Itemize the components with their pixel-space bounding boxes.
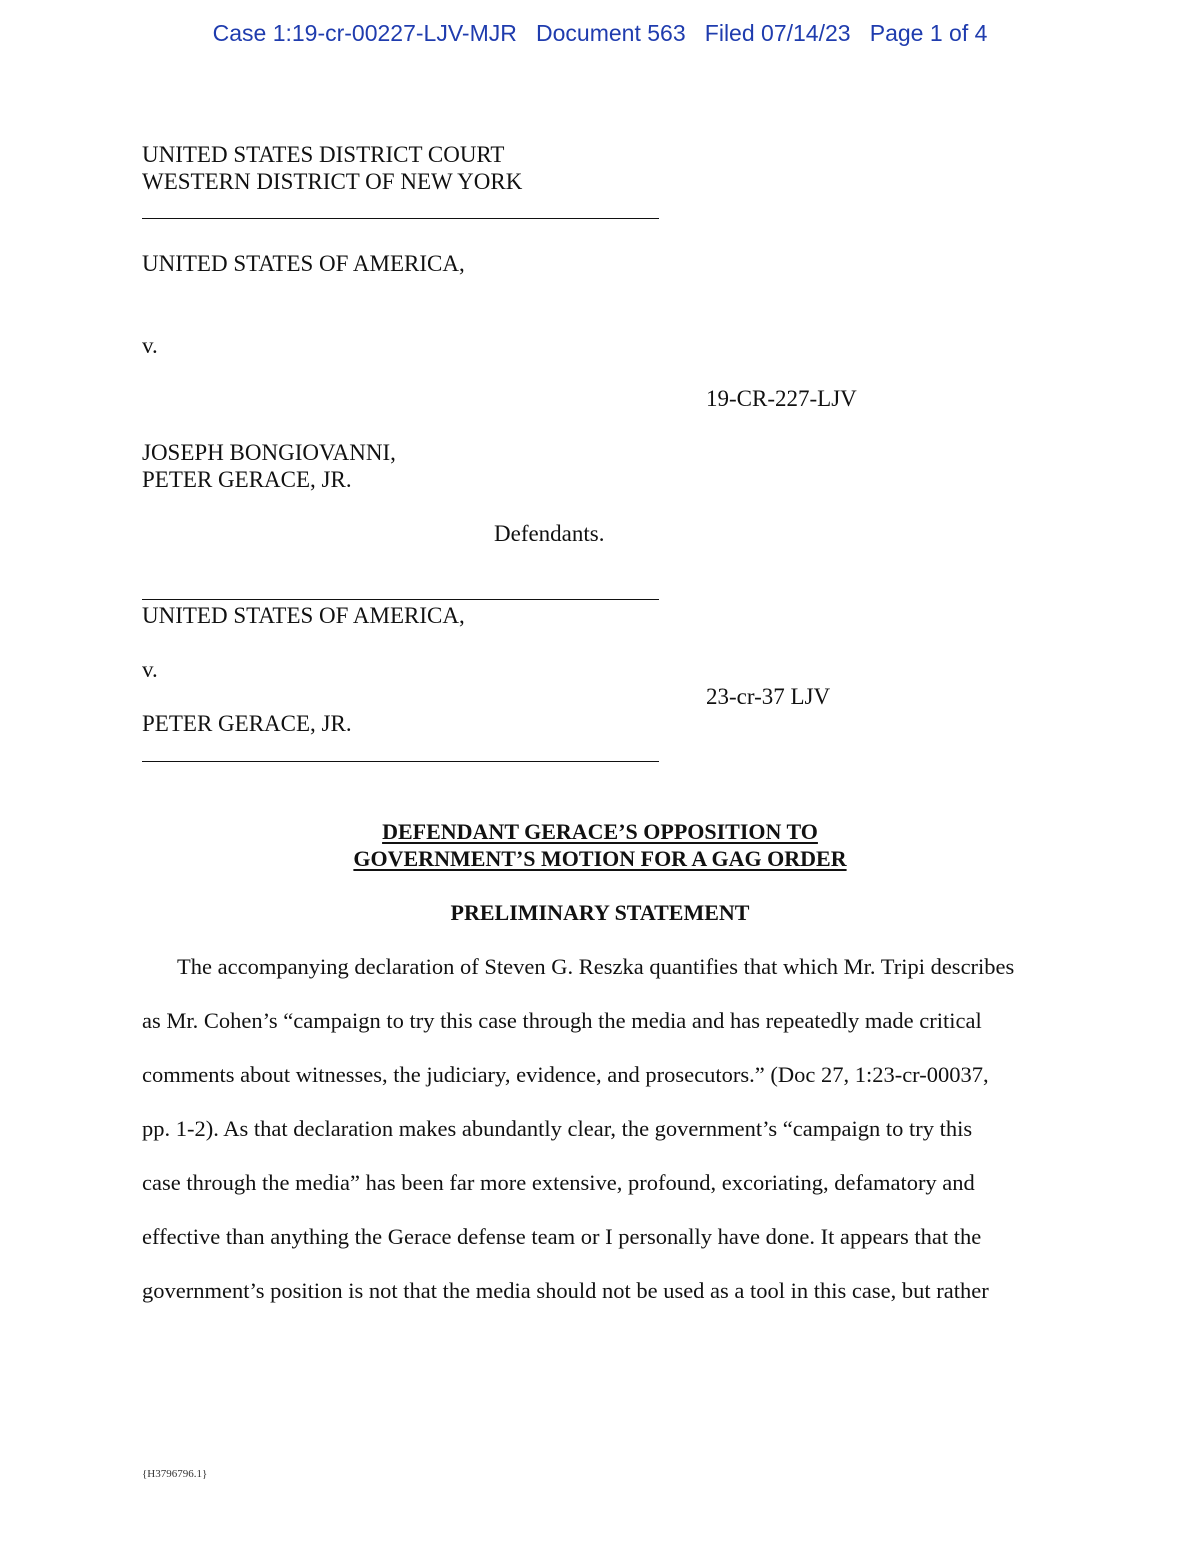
stamp-document-number: Document 563 [536, 20, 686, 46]
body-line: The accompanying declaration of Steven G. Reszka quantifies that which Mr. Tripi describes [177, 954, 1015, 979]
caption1-defendant-bongiovanni: JOSEPH BONGIOVANNI, [142, 440, 396, 465]
caption1-case-number: 19-CR-227-LJV [706, 386, 857, 411]
body-line: case through the media” has been far more extensive, profound, excoriating, defamatory and [142, 1170, 975, 1195]
body-line: comments about witnesses, the judiciary, evidence, and prosecutors.” (Doc 27, 1:23-cr-00037, [142, 1062, 989, 1087]
caption2-versus: v. [142, 657, 158, 682]
section-heading: PRELIMINARY STATEMENT [450, 900, 750, 925]
body-line: effective than anything the Gerace defense team or I personally have done. It appears that the [142, 1224, 982, 1249]
document-title-line1: DEFENDANT GERACE’S OPPOSITION TO [382, 819, 818, 844]
caption-divider-bottom [142, 761, 659, 762]
caption-divider-middle [142, 599, 659, 600]
caption1-versus: v. [142, 333, 158, 358]
footer-document-code: {H3796796.1} [142, 1468, 208, 1480]
court-name-line2: WESTERN DISTRICT OF NEW YORK [142, 169, 523, 194]
body-line: as Mr. Cohen’s “campaign to try this case through the media and has repeatedly made critical [142, 1008, 982, 1033]
caption1-defendant-gerace: PETER GERACE, JR. [142, 467, 352, 492]
document-title-line2: GOVERNMENT’S MOTION FOR A GAG ORDER [353, 846, 847, 871]
stamp-page-number: Page 1 of 4 [869, 20, 988, 46]
stamp-case-number: Case 1:19-cr-00227-LJV-MJR [212, 20, 517, 46]
caption1-plaintiff: UNITED STATES OF AMERICA, [142, 251, 465, 276]
ecf-header-stamp [0, 20, 1200, 47]
caption-divider-top [142, 218, 659, 219]
body-line: government’s position is not that the media should not be used as a tool in this case, but rather [142, 1278, 989, 1303]
court-name-line1: UNITED STATES DISTRICT COURT [142, 142, 505, 167]
caption2-plaintiff: UNITED STATES OF AMERICA, [142, 603, 465, 628]
caption2-defendant: PETER GERACE, JR. [142, 711, 352, 736]
body-paragraph [142, 940, 1062, 1318]
caption1-defendants-label: Defendants. [494, 521, 605, 546]
stamp-filed-date: Filed 07/14/23 [704, 20, 851, 46]
caption2-case-number: 23-cr-37 LJV [706, 684, 831, 709]
body-line: pp. 1-2). As that declaration makes abundantly clear, the government’s “campaign to try this [142, 1116, 973, 1141]
